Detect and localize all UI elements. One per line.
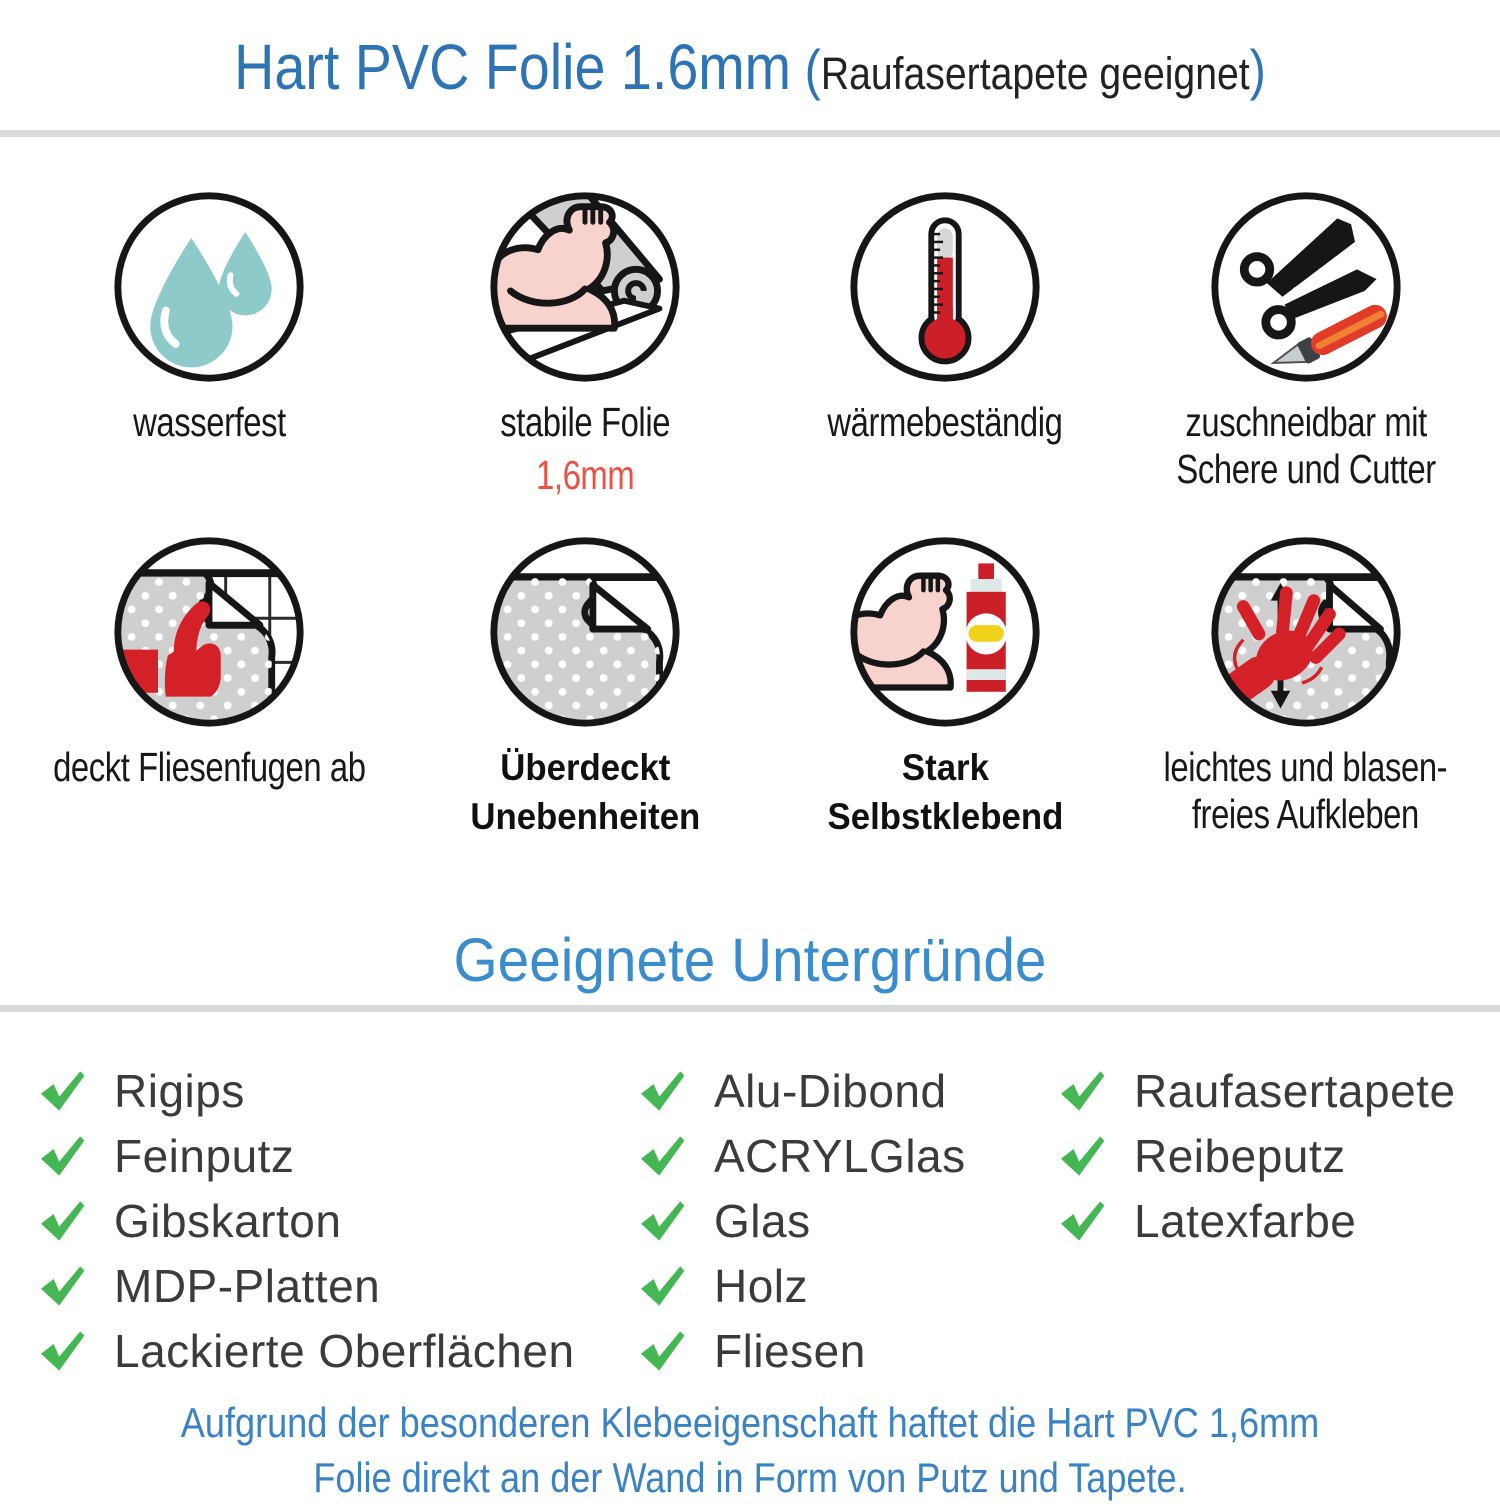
feature-label-line: wärmebeständig (827, 399, 1063, 445)
feature-bubble-free (1126, 534, 1486, 879)
substrate-item (1058, 1058, 1500, 1123)
footnote-line: Folie direkt an der Wand in Form von Putz und Tapete. (313, 1454, 1187, 1502)
feature-label (1164, 744, 1448, 837)
substrate-item (38, 1253, 638, 1318)
check-icon (1058, 1070, 1106, 1112)
feature-label-line: freies Aufkleben (1192, 790, 1420, 837)
strong-foil-icon (487, 189, 683, 385)
substrate-item (638, 1188, 1058, 1253)
feature-self-adhesive (765, 534, 1125, 879)
feature-grid (0, 189, 1500, 879)
feature-label (53, 744, 366, 791)
self-adhesive-muscle-icon (847, 534, 1043, 730)
substrate-label: Fliesen (714, 1324, 866, 1377)
feature-stable-foil (405, 189, 765, 534)
substrates-heading: Geeignete Untergründe (453, 926, 1047, 994)
check-icon (638, 1135, 686, 1177)
check-icon (638, 1330, 686, 1372)
check-icon (38, 1070, 86, 1112)
substrate-item (638, 1123, 1058, 1188)
check-icon (638, 1200, 686, 1242)
cover-unevenness-icon (487, 534, 683, 730)
feature-label-line: wasserfest (132, 399, 286, 445)
substrate-item (638, 1253, 1058, 1318)
check-icon (38, 1135, 86, 1177)
paren-close: ) (1249, 38, 1266, 101)
title-annotation: Raufasertapete geeignet (820, 48, 1250, 99)
feature-thickness-value: 1,6mm (535, 451, 634, 498)
substrate-item (38, 1123, 638, 1188)
substrate-item (1058, 1188, 1500, 1253)
substrate-label: ACRYLGlas (714, 1129, 966, 1182)
substrate-item (1058, 1123, 1500, 1188)
substrate-item (638, 1318, 1058, 1383)
feature-label (828, 399, 1063, 446)
substrate-label: Alu-Dibond (714, 1064, 947, 1117)
substrate-label: Feinputz (114, 1129, 295, 1182)
check-icon (38, 1200, 86, 1242)
substrate-label: Raufasertapete (1134, 1064, 1456, 1117)
feature-label-line: deckt Fliesenfugen ab (53, 744, 366, 790)
substrates-column-2 (638, 1058, 1058, 1383)
feature-label-line: leichtes und blasen- (1163, 744, 1448, 790)
feature-waterproof (14, 189, 405, 534)
page-title (98, 30, 1403, 104)
substrate-label: Holz (714, 1259, 809, 1312)
check-icon (638, 1070, 686, 1112)
substrates-list (0, 1058, 1500, 1383)
substrate-item (38, 1318, 638, 1383)
check-icon (638, 1265, 686, 1307)
substrate-item (38, 1188, 638, 1253)
water-drops-icon (111, 189, 307, 385)
paren-open: ( (804, 38, 821, 101)
substrate-label: Lackierte Oberflächen (114, 1324, 575, 1377)
feature-covers-tile-joints (14, 534, 405, 879)
feature-label (1176, 399, 1435, 492)
thermometer-icon (847, 189, 1043, 385)
feature-label-line: stabile Folie (499, 399, 670, 445)
feature-label (500, 399, 670, 498)
header (0, 0, 1500, 104)
footnote-line: Aufgrund der besonderen Klebeeigenschaft haftet die Hart PVC 1,6mm (180, 1399, 1320, 1446)
feature-label-line: Stark (901, 747, 989, 788)
tile-joints-foil-icon (111, 534, 307, 730)
feature-heat-resistant (765, 189, 1125, 534)
feature-cuttable (1126, 189, 1486, 534)
check-icon (38, 1265, 86, 1307)
substrate-label: Latexfarbe (1134, 1194, 1357, 1247)
feature-label (470, 744, 700, 842)
feature-covers-unevenness (405, 534, 765, 879)
substrate-label: Reibeputz (1134, 1129, 1346, 1182)
substrate-label: MDP-Platten (114, 1259, 381, 1312)
feature-label (827, 744, 1063, 842)
substrate-label: Gibskarton (114, 1194, 342, 1247)
substrate-label: Glas (714, 1194, 811, 1247)
substrates-column-3 (1058, 1058, 1500, 1383)
header-divider (0, 130, 1500, 137)
bubble-free-hand-icon (1208, 534, 1404, 730)
check-icon (1058, 1200, 1106, 1242)
substrate-item (38, 1058, 638, 1123)
substrates-divider (0, 1005, 1500, 1012)
check-icon (38, 1330, 86, 1372)
feature-label-line: Schere und Cutter (1176, 445, 1436, 492)
feature-label-line: Unebenheiten (469, 795, 700, 837)
footnote (105, 1395, 1395, 1506)
feature-label (133, 399, 286, 446)
substrates-column-1 (38, 1058, 638, 1383)
feature-label-line: Überdeckt (499, 747, 670, 788)
substrate-item (638, 1058, 1058, 1123)
substrate-label: Rigips (114, 1064, 245, 1117)
check-icon (1058, 1135, 1106, 1177)
feature-label-line: Selbstklebend (827, 795, 1064, 837)
scissors-cutter-icon (1208, 189, 1404, 385)
title-main: Hart PVC Folie 1.6mm (234, 31, 792, 103)
feature-label-line: zuschneidbar mit (1184, 399, 1427, 445)
